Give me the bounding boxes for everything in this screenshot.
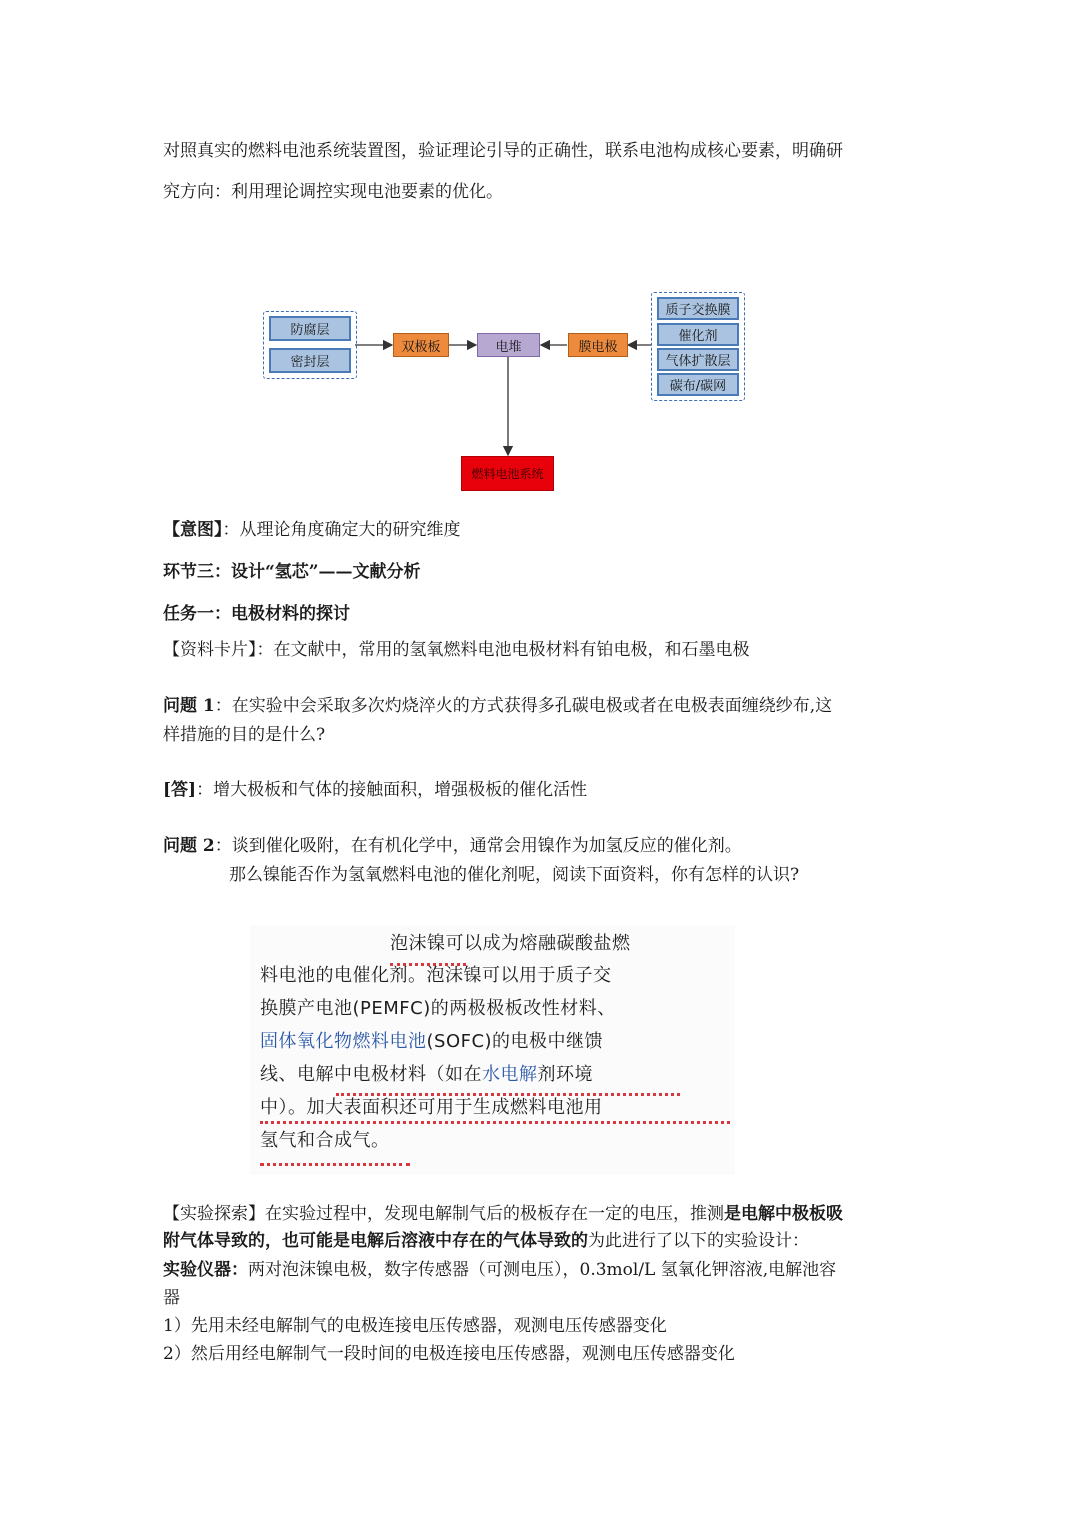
- q2-line-1: [163, 838, 742, 855]
- catalyst-box: 催化剂: [657, 323, 739, 346]
- card-line-5-b: 剂环境: [537, 1064, 593, 1085]
- info-card-line: [163, 642, 750, 659]
- bipolar-plate-box: 双极板: [393, 333, 449, 357]
- seal-layer-box: 密封层: [269, 348, 351, 373]
- a1-text: ：增大极板和气体的接触面积，增强极板的催化活性: [196, 780, 588, 800]
- instruments-line-1: [163, 1262, 836, 1279]
- info-card-text: ：在文献中，常用的氢氧燃料电池电极材料有铂电极，和石墨电极: [256, 640, 750, 660]
- card-line-7: 氢气和合成气。: [260, 1130, 390, 1151]
- underline-2: [336, 1093, 680, 1096]
- proton-exchange-membrane-box: 质子交换膜: [657, 297, 739, 320]
- instruments-text: 两对泡沫镍电极，数字传感器（可测电压），0.3mol/L 氢氧化钾溶液,电解池容: [248, 1260, 837, 1280]
- section3-title: 环节三：设计“氢芯”——文献分析: [163, 562, 421, 582]
- stack-box: 电堆: [477, 333, 540, 357]
- sofc-link-text: 固体氧化物燃料电池: [260, 1031, 427, 1052]
- fuel-cell-system-box: 燃料电池系统: [461, 456, 554, 491]
- instruments-line-2: 器: [163, 1288, 180, 1308]
- experiment-text-2: 为此进行了以下的实验设计：: [588, 1231, 809, 1251]
- card-line-2: 料电池的电催化剂。泡沫镍可以用于质子交: [260, 965, 612, 986]
- q2-line-2: 那么镍能否作为氢氧燃料电池的催化剂呢，阅读下面资料，你有怎样的认识?: [229, 865, 800, 885]
- card-line-5: [260, 1066, 593, 1084]
- gas-diffusion-layer-box: 气体扩散层: [657, 348, 739, 371]
- card-line-5-a: 线、电解中电极材料（如在: [260, 1064, 482, 1085]
- experiment-text-1: 在实验过程中，发现电解制气后的极板存在一定的电压，推测: [265, 1204, 724, 1224]
- info-card-label: 【资料卡片】: [163, 640, 257, 660]
- nickel-foam-card: [250, 925, 735, 1175]
- task1-title: 任务一：电极材料的探讨: [163, 604, 350, 624]
- card-line-4: [260, 1033, 603, 1051]
- q1-line-1: [163, 698, 832, 715]
- diagram-arrows: [0, 0, 1074, 520]
- intent-line: [163, 522, 461, 539]
- experiment-line-1: [163, 1206, 843, 1223]
- q1-line-2: 样措施的目的是什么?: [163, 725, 326, 745]
- q2-text-1: ：谈到催化吸附，在有机化学中，通常会用镍作为加氢反应的催化剂。: [214, 836, 742, 856]
- card-line-4-rest: (SOFC)的电极中继馈: [426, 1031, 604, 1052]
- experiment-bold-1: 是电解中极板吸: [724, 1204, 843, 1224]
- instruments-label: 实验仪器：: [163, 1260, 248, 1280]
- a1-label: [答]: [163, 780, 197, 800]
- q1-text-1: ：在实验中会采取多次灼烧淬火的方式获得多孔碳电极或者在电极表面缠绕纱布,这: [214, 696, 833, 716]
- q2-label: 问题 2: [163, 836, 215, 856]
- card-line-3: 换膜产电池(PEMFC)的两极极板改性材料、: [260, 998, 616, 1019]
- q1-label: 问题 1: [163, 696, 215, 716]
- a1-line: [163, 782, 587, 799]
- membrane-electrode-box: 膜电极: [568, 333, 628, 357]
- experiment-line-2: [163, 1233, 809, 1250]
- experiment-label: 【实验探索】: [163, 1204, 265, 1224]
- underline-3: [260, 1121, 730, 1124]
- card-line-6: 中）。加大表面积还可用于生成燃料电池用: [260, 1097, 603, 1118]
- intro-line-1: 对照真实的燃料电池系统装置图，验证理论引导的正确性，联系电池构成核心要素，明确研: [163, 141, 843, 161]
- step-1: 1）先用未经电解制气的电极连接电压传感器，观测电压传感器变化: [163, 1316, 667, 1336]
- card-line-1: 泡沫镍可以成为熔融碳酸盐燃: [390, 933, 631, 954]
- carbon-cloth-box: 碳布/碳网: [657, 373, 739, 396]
- anticorrosion-layer-box: 防腐层: [269, 316, 351, 341]
- step-2: 2）然后用经电解制气一段时间的电极连接电压传感器，观测电压传感器变化: [163, 1344, 735, 1364]
- intent-label: 【意图】: [163, 520, 223, 540]
- intro-line-2: 究方向：利用理论调控实现电池要素的优化。: [163, 182, 503, 202]
- underline-4: [260, 1163, 410, 1166]
- intent-text: ：从理论角度确定大的研究维度: [222, 520, 461, 540]
- experiment-bold-2: 附气体导致的，也可能是电解后溶液中存在的气体导致的: [163, 1231, 588, 1251]
- water-electrolysis-link-text: 水电解: [482, 1064, 538, 1085]
